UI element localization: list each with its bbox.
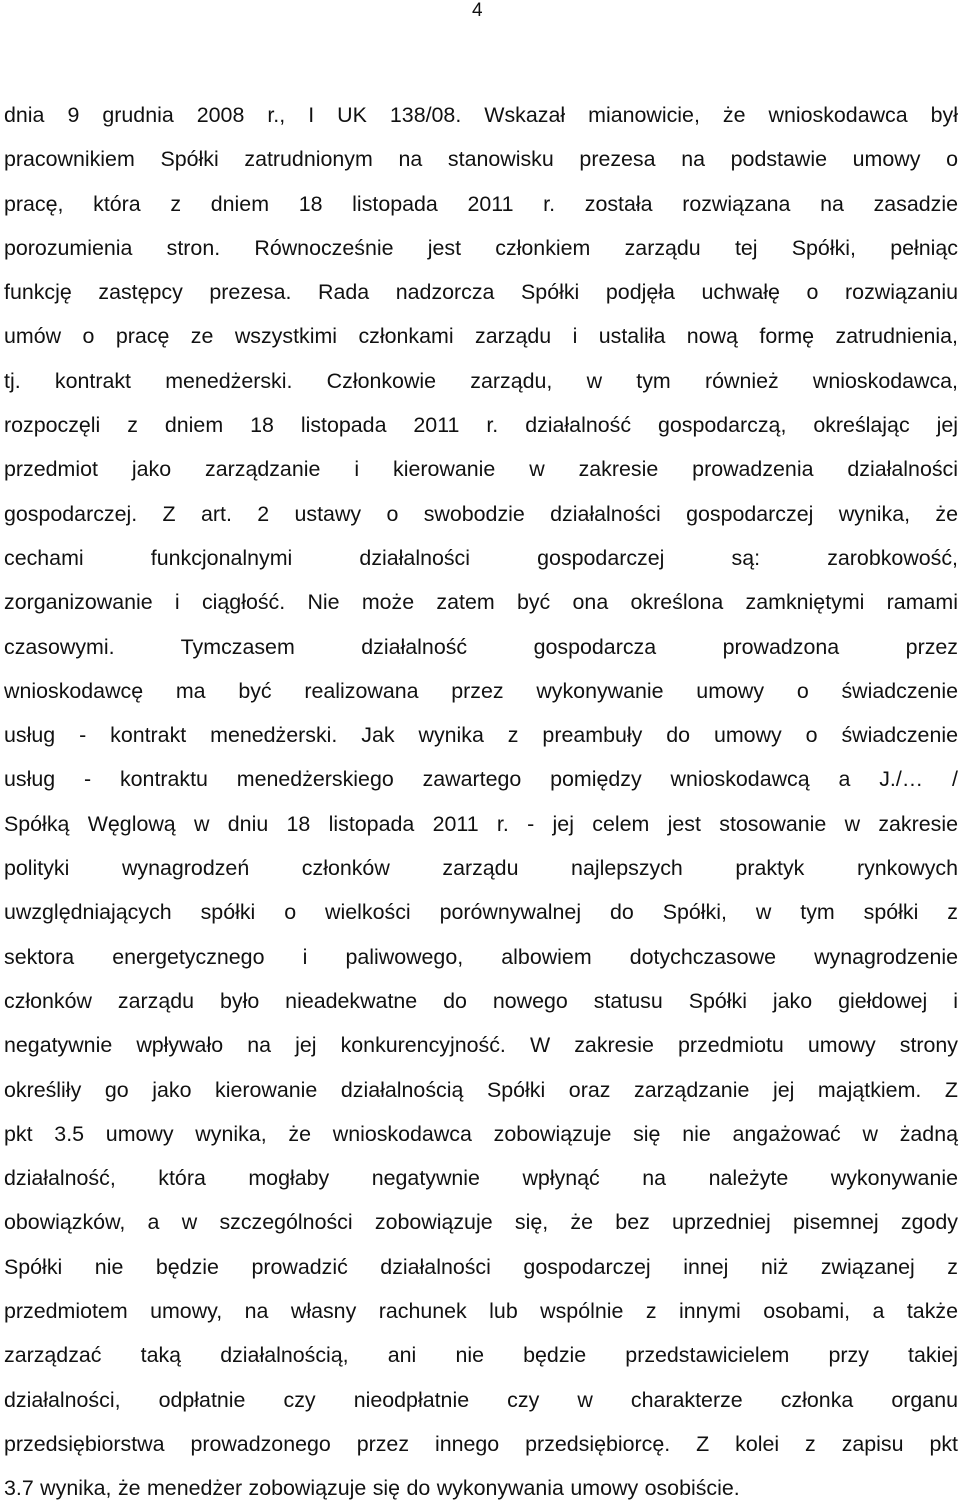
text-line: Spółki nie będzie prowadzić działalności gospodarczej innej niż związanej z — [4, 1254, 958, 1279]
text-line: dnia 9 grudnia 2008 r., I UK 138/08. Wskazał mianowicie, że wnioskodawca był — [4, 103, 958, 127]
page-number: 4 — [472, 0, 483, 21]
text-line: wnioskodawcę ma być realizowana przez wykonywanie umowy o świadczenie — [4, 678, 958, 703]
text-line: umów o pracę ze wszystkimi członkami zarządu i ustaliła nową formę zatrudnienia, — [4, 324, 958, 349]
text-line: porozumienia stron. Równocześnie jest członkiem zarządu tej Spółki, pełniąc — [4, 235, 958, 260]
text-line: 3.7 wynika, że menedżer zobowiązuje się do wykonywania umowy osobiście. — [4, 1476, 740, 1501]
text-line: działalności, odpłatnie czy nieodpłatnie czy w charakterze członka organu — [4, 1387, 958, 1412]
text-line: usług - kontraktu menedżerskiego zawartego pomiędzy wnioskodawcą a J./… / — [4, 767, 958, 792]
document-body — [4, 93, 958, 1511]
text-line: pracownikiem Spółki zatrudnionym na stanowisku prezesa na podstawie umowy o — [4, 147, 958, 172]
text-line: przedmiotem umowy, na własny rachunek lub wspólnie z innymi osobami, a także — [4, 1299, 958, 1324]
text-line: rozpoczęli z dniem 18 listopada 2011 r. działalność gospodarczą, określając jej — [4, 413, 958, 438]
text-line: cechami funkcjonalnymi działalności gospodarczej są: zarobkowość, — [4, 545, 958, 570]
text-line: pracę, która z dniem 18 listopada 2011 r. została rozwiązana na zasadzie — [4, 191, 958, 216]
text-line: tj. kontrakt menedżerski. Członkowie zarządu, w tym również wnioskodawca, — [4, 368, 958, 393]
text-line: usług - kontrakt menedżerski. Jak wynika z preambuły do umowy o świadczenie — [4, 723, 958, 748]
text-line: określiły go jako kierowanie działalnością Spółki oraz zarządzanie jej majątkiem. Z — [4, 1077, 958, 1102]
text-line: członków zarządu było nieadekwatne do nowego statusu Spółki jako giełdowej i — [4, 988, 958, 1013]
text-line: negatywnie wpływało na jej konkurencyjność. W zakresie przedmiotu umowy strony — [4, 1033, 958, 1058]
text-line: gospodarczej. Z art. 2 ustawy o swobodzie działalności gospodarczej wynika, że — [4, 501, 958, 526]
text-line: czasowymi. Tymczasem działalność gospodarcza prowadzona przez — [4, 634, 958, 659]
text-line: przedmiot jako zarządzanie i kierowanie w zakresie prowadzenia działalności — [4, 457, 958, 482]
text-line: przedsiębiorstwa prowadzonego przez innego przedsiębiorcę. Z kolei z zapisu pkt — [4, 1431, 958, 1456]
text-line: zorganizowanie i ciągłość. Nie może zatem być ona określona zamkniętymi ramami — [4, 590, 958, 615]
text-line: Spółką Węglową w dniu 18 listopada 2011 r. - jej celem jest stosowanie w zakresie — [4, 811, 958, 836]
text-line: zarządzać taką działalnością, ani nie będzie przedstawicielem przy takiej — [4, 1343, 958, 1368]
text-line: pkt 3.5 umowy wynika, że wnioskodawca zobowiązuje się nie angażować w żadną — [4, 1121, 958, 1146]
text-line: uwzględniających spółki o wielkości porównywalnej do Spółki, w tym spółki z — [4, 900, 958, 925]
text-line: sektora energetycznego i paliwowego, albowiem dotychczasowe wynagrodzenie — [4, 944, 958, 969]
text-line: polityki wynagrodzeń członków zarządu najlepszych praktyk rynkowych — [4, 856, 958, 881]
text-line: działalność, która mogłaby negatywnie wpłynąć na należyte wykonywanie — [4, 1166, 958, 1191]
text-line: funkcję zastępcy prezesa. Rada nadzorcza Spółki podjęła uchwałę o rozwiązaniu — [4, 280, 958, 305]
text-line: obowiązków, a w szczególności zobowiązuje się, że bez uprzedniej pisemnej zgody — [4, 1210, 958, 1235]
